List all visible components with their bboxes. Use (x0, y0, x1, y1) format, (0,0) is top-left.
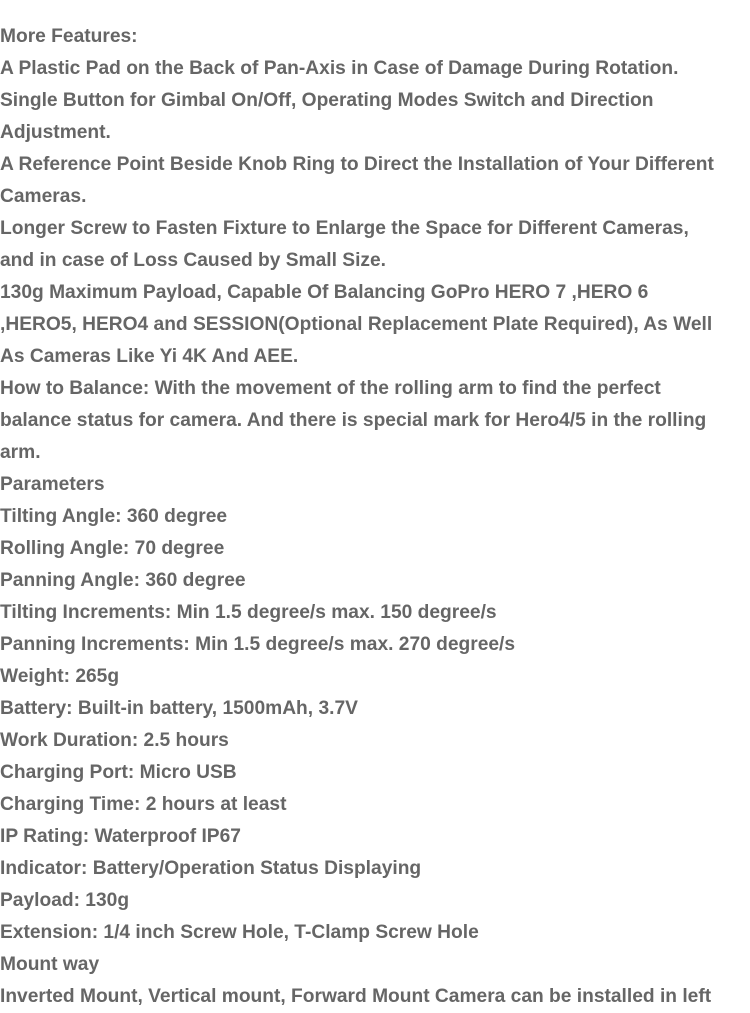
feature-max-payload: 130g Maximum Payload, Capable Of Balancing GoPro HERO 7 ,HERO 6 (0, 282, 649, 303)
param-payload: Payload: 130g (0, 890, 130, 911)
param-indicator: Indicator: Battery/Operation Status Displaying (0, 858, 422, 879)
mount-way-description: Inverted Mount, Vertical mount, Forward Mount Camera can be installed in left (0, 986, 712, 1007)
param-weight: Weight: 265g (0, 666, 120, 687)
section-heading-mount-way: Mount way (0, 954, 100, 975)
feature-how-to-balance-cont-1: balance status for camera. And there is special mark for Hero4/5 in the rolling (0, 410, 707, 431)
product-description (0, 21, 750, 1013)
param-panning-increments: Panning Increments: Min 1.5 degree/s max. 270 degree/s (0, 634, 516, 655)
feature-longer-screw: Longer Screw to Fasten Fixture to Enlarge the Space for Different Cameras, (0, 218, 689, 239)
param-tilting-angle: Tilting Angle: 360 degree (0, 506, 228, 527)
feature-how-to-balance: How to Balance: With the movement of the rolling arm to find the perfect (0, 378, 661, 399)
feature-longer-screw-cont: and in case of Loss Caused by Small Size. (0, 250, 387, 271)
param-panning-angle: Panning Angle: 360 degree (0, 570, 246, 591)
feature-how-to-balance-cont-2: arm. (0, 442, 41, 463)
param-ip-rating: IP Rating: Waterproof IP67 (0, 826, 241, 847)
feature-max-payload-cont-1: ,HERO5, HERO4 and SESSION(Optional Replacement Plate Required), As Well (0, 314, 713, 335)
param-charging-port: Charging Port: Micro USB (0, 762, 237, 783)
feature-single-button-cont: Adjustment. (0, 122, 111, 143)
param-rolling-angle: Rolling Angle: 70 degree (0, 538, 225, 559)
feature-single-button: Single Button for Gimbal On/Off, Operating Modes Switch and Direction (0, 90, 654, 111)
param-charging-time: Charging Time: 2 hours at least (0, 794, 287, 815)
section-heading-parameters: Parameters (0, 474, 105, 495)
param-extension: Extension: 1/4 inch Screw Hole, T-Clamp Screw Hole (0, 922, 479, 943)
param-tilting-increments: Tilting Increments: Min 1.5 degree/s max. 150 degree/s (0, 602, 497, 623)
feature-plastic-pad: A Plastic Pad on the Back of Pan-Axis in Case of Damage During Rotation. (0, 58, 679, 79)
feature-max-payload-cont-2: As Cameras Like Yi 4K And AEE. (0, 346, 299, 367)
param-work-duration: Work Duration: 2.5 hours (0, 730, 229, 751)
param-battery: Battery: Built-in battery, 1500mAh, 3.7V (0, 698, 358, 719)
section-heading-more-features: More Features: (0, 26, 138, 47)
feature-reference-point-cont: Cameras. (0, 186, 87, 207)
feature-reference-point: A Reference Point Beside Knob Ring to Direct the Installation of Your Different (0, 154, 714, 175)
